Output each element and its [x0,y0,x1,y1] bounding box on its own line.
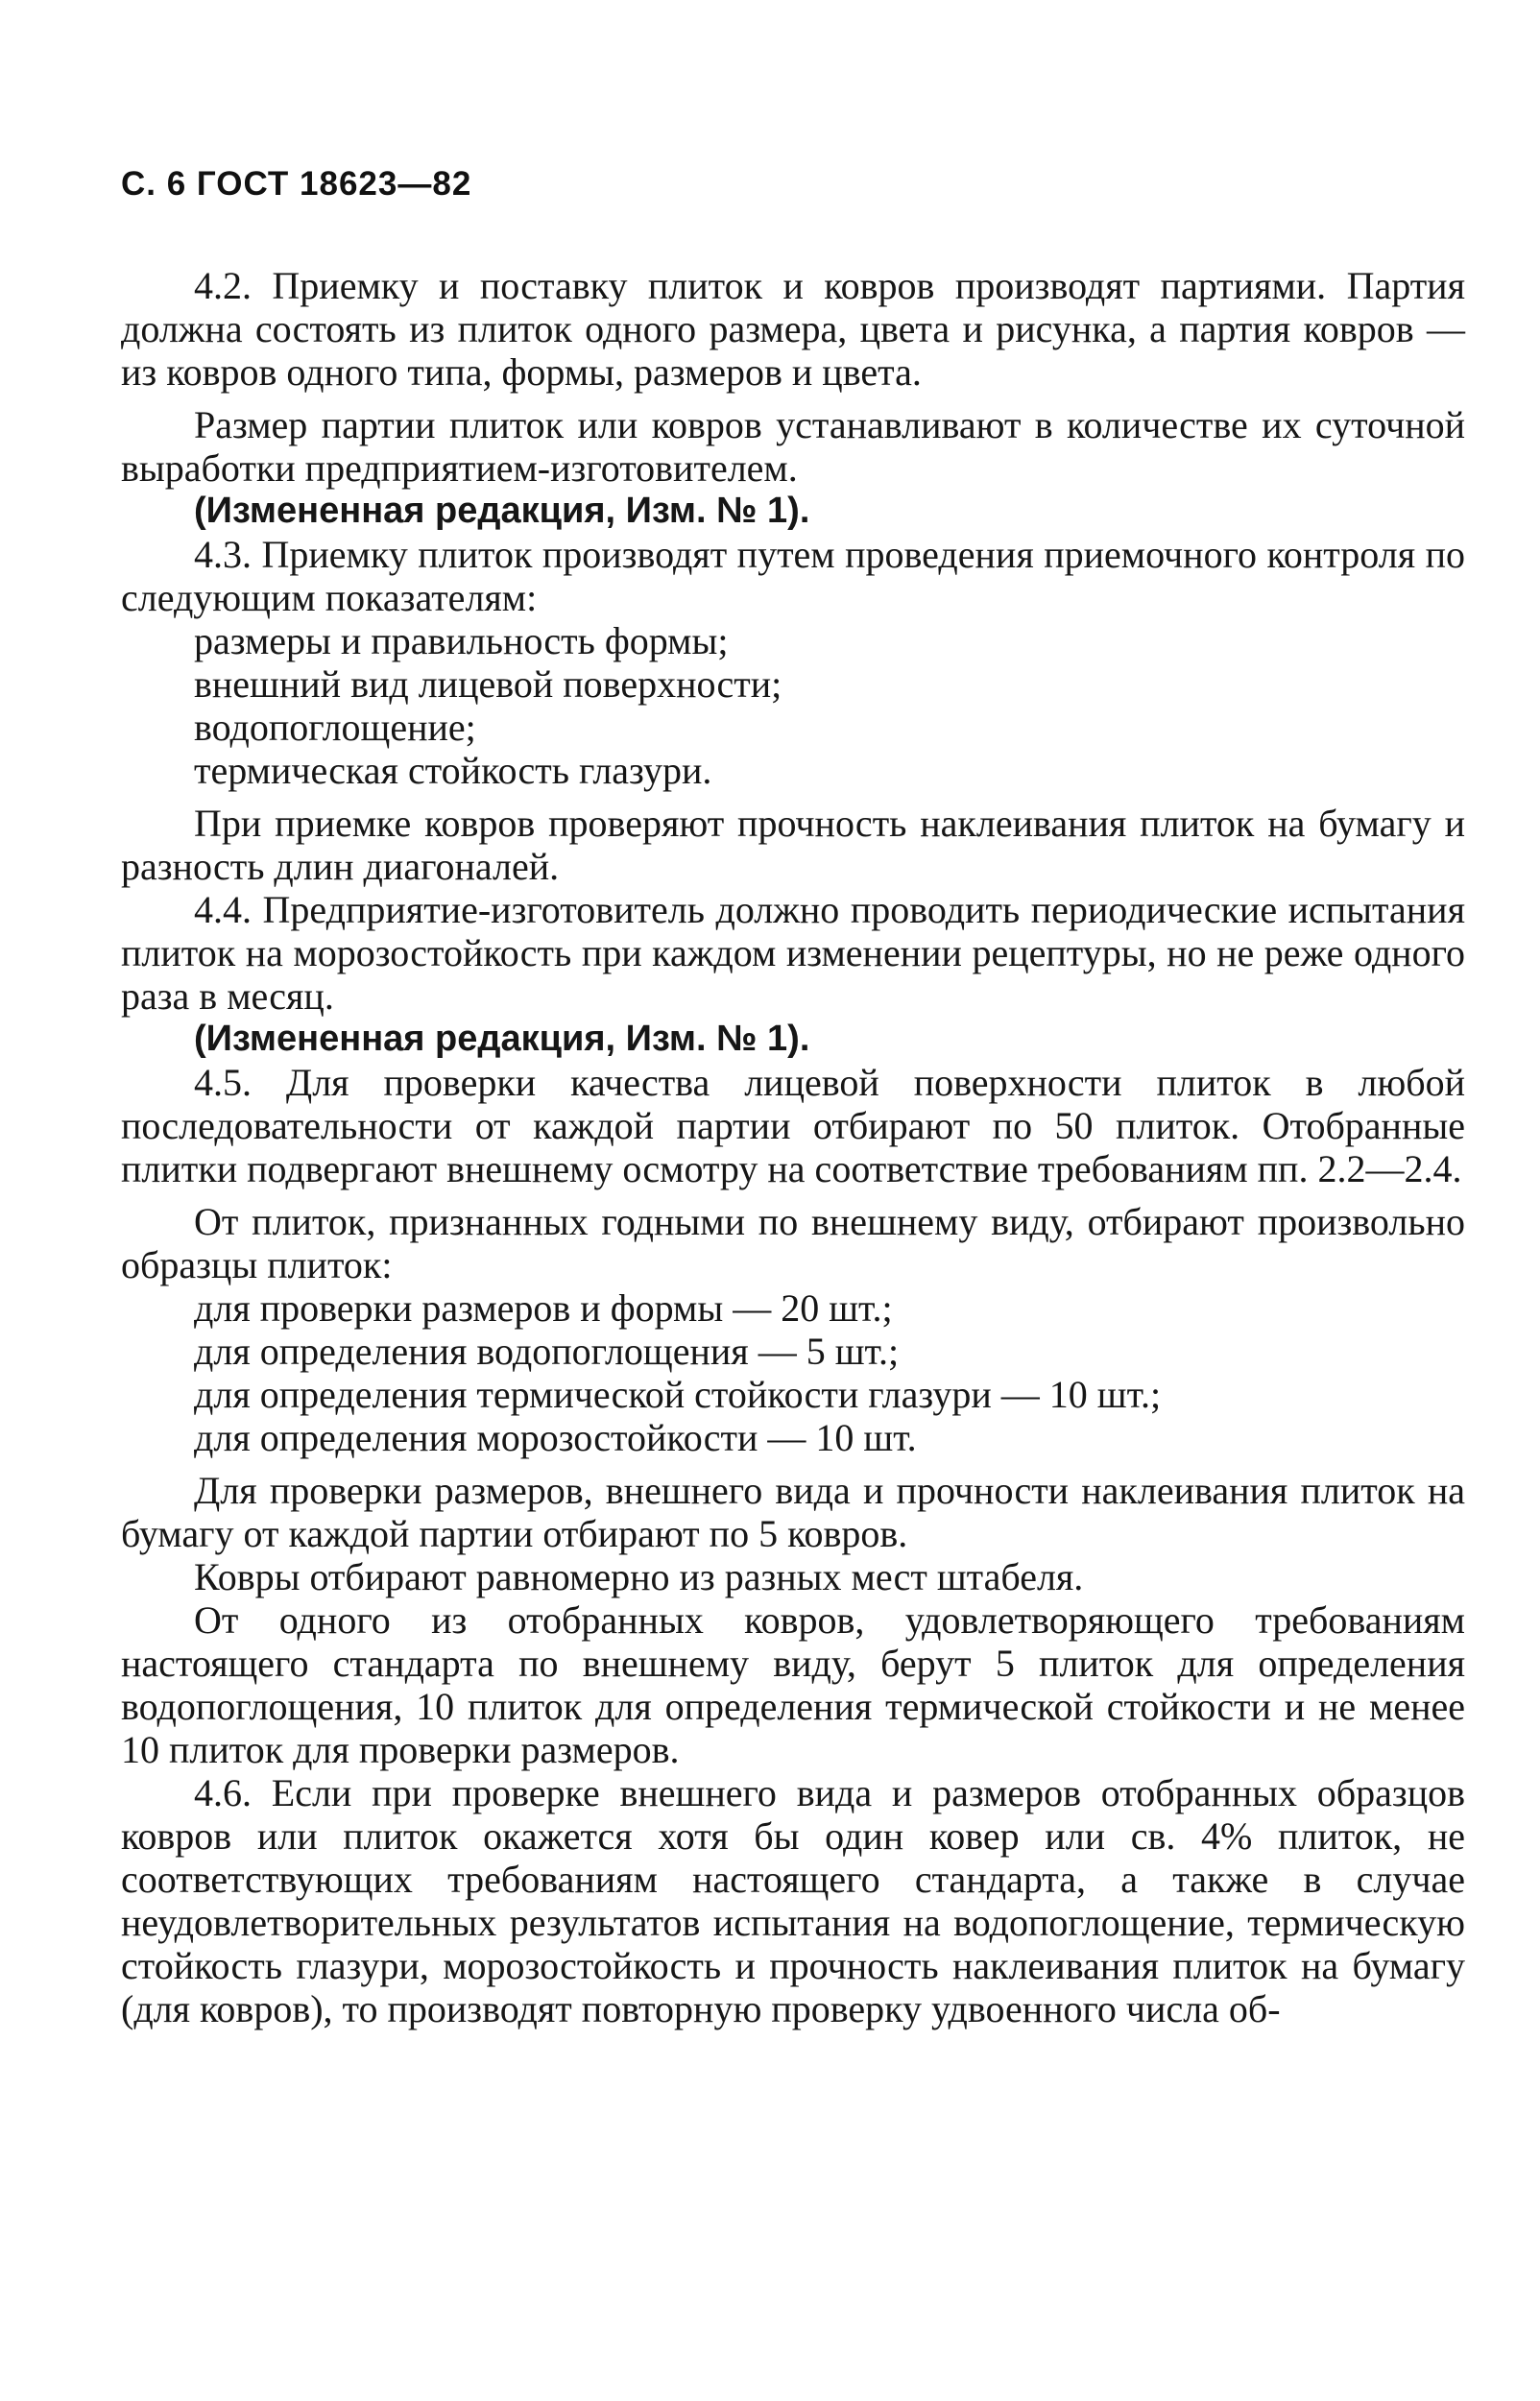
list-item: размеры и правильность формы; [194,619,729,662]
paragraph-4-4: 4.4. Предприятие-изготовитель должно проводить периодические испытания плиток на морозостойкость при каждом изменении рецептуры, но не реже одного раза в месяц. [121,888,1465,1018]
list-item: для определения водопоглощения — 5 шт.; [194,1330,900,1373]
paragraph-4-5: 4.5. Для проверки качества лицевой поверхности плиток в любой последовательности от каждой партии отбирают по 50 плиток. Отобранные плитки подвергают внешнему осмотру на соответствие требованиям пп. 2.2—2.4. [121,1061,1465,1190]
paragraph-batch-size: Размер партии плиток или ковров устанавливают в количестве их суточной выработки предприятием-изготовителем. [121,403,1465,490]
paragraph-4-3: 4.3. Приемку плиток производят путем проведения приемочного контроля по следующим показателям: [121,533,1465,619]
amendment-note: (Измененная редакция, Изм. № 1). [194,491,810,531]
paragraph-samples-intro: От плиток, признанных годными по внешнему виду, отбирают произвольно образцы плиток: [121,1200,1465,1286]
list-item: термическая стойкость глазури. [194,749,712,792]
list-item: водопоглощение; [194,706,476,749]
amendment-note: (Измененная редакция, Изм. № 1). [194,1019,810,1059]
paragraph-carpet-sampling: Для проверки размеров, внешнего вида и прочности наклеивания плиток на бумагу от каждой партии отбирают по 5 ковров. [121,1469,1465,1555]
list-item: для проверки размеров и формы — 20 шт.; [194,1286,893,1330]
paragraph-4-6: 4.6. Если при проверке внешнего вида и размеров отобранных образцов ковров или плиток окажется хотя бы один ковер или св. 4% плиток, не соответствующих требованиям настоящего стандарта, а также в случае неудовлетворительных результатов испытания на водопоглощение, термическую стойкость глазури, морозостойкость и прочность наклеивания плиток на бумагу (для ковров), то производят повторную проверку удвоенного числа об- [121,1771,1465,2030]
paragraph-4-2: 4.2. Приемку и поставку плиток и ковров производят партиями. Партия должна состоять из плиток одного размера, цвета и рисунка, а партия ковров — из ковров одного типа, формы, размеров и цвета. [121,264,1465,394]
paragraph-carpet-selection: Ковры отбирают равномерно из разных мест штабеля. [194,1555,1084,1598]
list-item: для определения морозостойкости — 10 шт. [194,1416,917,1459]
page-header: С. 6 ГОСТ 18623—82 [121,165,472,203]
paragraph-carpet-check: При приемке ковров проверяют прочность наклеивания плиток на бумагу и разность длин диагоналей. [121,802,1465,888]
list-item: для определения термической стойкости глазури — 10 шт.; [194,1373,1162,1416]
list-item: внешний вид лицевой поверхности; [194,662,782,706]
document-body [121,264,1465,2030]
paragraph-tile-selection: От одного из отобранных ковров, удовлетворяющего требованиям настоящего стандарта по внешнему виду, берут 5 плиток для определения водопоглощения, 10 плиток для определения термической стойкости и не менее 10 плиток для проверки размеров. [121,1598,1465,1771]
